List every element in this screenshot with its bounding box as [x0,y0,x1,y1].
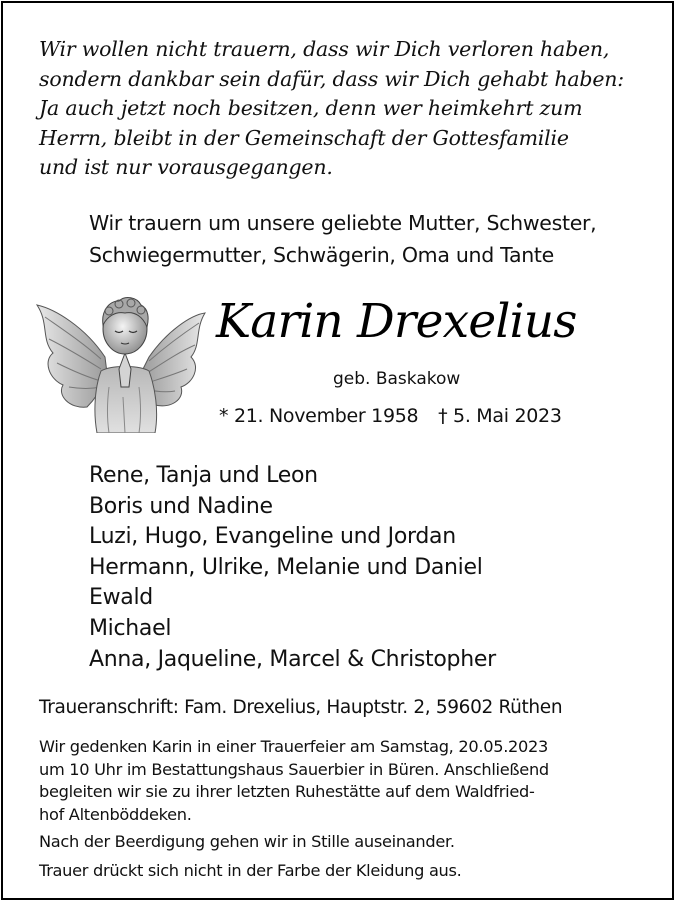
notice-line: hof Altenböddeken. [39,804,192,824]
mourning-intro [89,208,596,271]
intro-line: Wir trauern um unsere geliebte Mutter, Schwester, [89,211,597,235]
clothing-note: Trauer drückt sich nicht in der Farbe der Kleidung aus. [39,861,462,880]
family-line: Boris und Nadine [89,493,273,519]
life-dates [219,402,562,430]
family-line: Michael [89,615,172,641]
family-line: Hermann, Ulrike, Melanie und Daniel [89,554,483,580]
praying-angel-icon [35,287,207,433]
family-list [89,461,496,675]
deceased-name: Karin Drexelius [216,294,577,349]
family-line: Luzi, Hugo, Evangeline und Jordan [89,524,456,550]
maiden-name: geb. Baskakow [333,369,461,389]
poem-line: Ja auch jetzt noch besitzen, denn wer heimkehrt zum [39,96,583,121]
notice-line: um 10 Uhr im Bestattungshaus Sauerbier in Büren. Anschließend [39,759,549,779]
notice-line: Wir gedenken Karin in einer Trauerfeier am Samstag, 20.05.2023 [39,737,549,756]
notice-line: begleiten wir sie zu ihrer letzten Ruhestätte auf dem Waldfried- [39,782,535,802]
obituary-card [1,1,674,900]
poem-line: Wir wollen nicht trauern, dass wir Dich verloren haben, [39,37,610,61]
death-date: † 5. Mai 2023 [438,405,562,427]
silence-note: Nach der Beerdigung gehen wir in Stille auseinander. [39,832,455,851]
poem [39,35,624,183]
family-line: Rene, Tanja und Leon [89,463,318,488]
family-line: Anna, Jaqueline, Marcel & Christopher [89,646,496,672]
poem-line: sondern dankbar sein dafür, dass wir Dich gehabt haben: [39,66,624,91]
poem-line: Herrn, bleibt in der Gemeinschaft der Gottesfamilie [39,125,569,150]
mourning-address: Traueranschrift: Fam. Drexelius, Hauptstr. 2, 59602 Rüthen [39,697,563,718]
birth-date: * 21. November 1958 [219,405,419,427]
funeral-notice [39,736,549,826]
poem-line: und ist nur vorausgegangen. [39,155,333,180]
intro-line: Schwiegermutter, Schwägerin, Oma und Tante [89,242,554,267]
family-line: Ewald [89,585,153,611]
